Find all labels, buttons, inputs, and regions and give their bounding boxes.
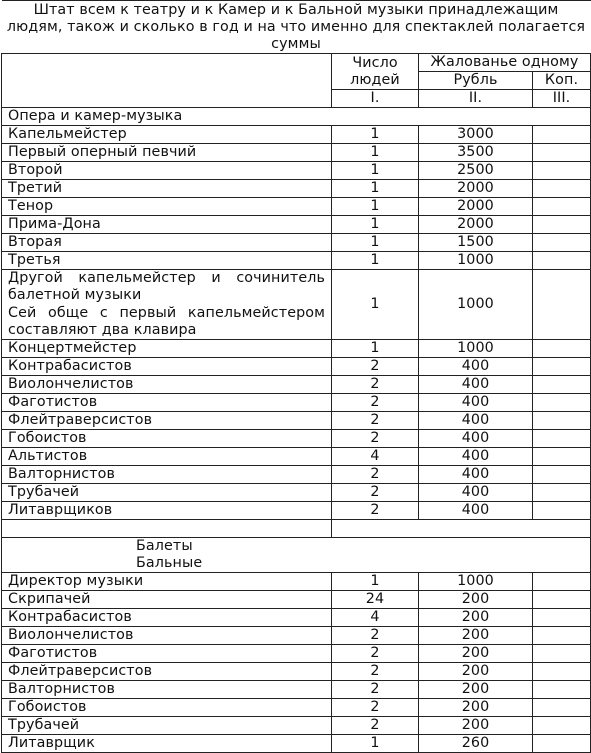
table-row bbox=[2, 412, 591, 430]
salary-rub: 2000 bbox=[419, 180, 533, 198]
table-row bbox=[2, 180, 591, 198]
spacer-cell-right bbox=[332, 520, 591, 538]
people-count: 1 bbox=[332, 270, 419, 340]
salary-kop bbox=[533, 735, 591, 753]
salary-kop bbox=[533, 573, 591, 591]
role-name: Директор музыки bbox=[2, 573, 332, 591]
role-name: Скрипачей bbox=[2, 591, 332, 609]
people-count: 1 bbox=[332, 126, 419, 144]
role-name: Трубачей bbox=[2, 717, 332, 735]
salary-kop bbox=[533, 591, 591, 609]
people-count: 1 bbox=[332, 216, 419, 234]
role-name: Прима-Дона bbox=[2, 216, 332, 234]
role-name: Флейтраверсистов bbox=[2, 412, 332, 430]
role-name: Первый оперный певчий bbox=[2, 144, 332, 162]
people-count: 1 bbox=[332, 252, 419, 270]
header-salary: Жалованье одному bbox=[419, 54, 591, 72]
salary-kop bbox=[533, 717, 591, 735]
role-name: Виолончелистов bbox=[2, 376, 332, 394]
salary-rub: 2000 bbox=[419, 198, 533, 216]
salary-kop bbox=[533, 180, 591, 198]
table-row bbox=[2, 376, 591, 394]
salary-rub: 1000 bbox=[419, 573, 533, 591]
table-row bbox=[2, 448, 591, 466]
salary-kop bbox=[533, 270, 591, 340]
role-name: Альтистов bbox=[2, 448, 332, 466]
table-row bbox=[2, 699, 591, 717]
people-count: 2 bbox=[332, 717, 419, 735]
salary-rub: 200 bbox=[419, 645, 533, 663]
table-row bbox=[2, 609, 591, 627]
salary-kop bbox=[533, 645, 591, 663]
role-name: Тенор bbox=[2, 198, 332, 216]
table-row bbox=[2, 234, 591, 252]
section-title-line-1: Балеты bbox=[136, 538, 193, 555]
role-name: Контрабасистов bbox=[2, 609, 332, 627]
people-count: 2 bbox=[332, 394, 419, 412]
header-col3: III. bbox=[533, 90, 591, 108]
title-row bbox=[2, 1, 591, 54]
table-row bbox=[2, 198, 591, 216]
salary-kop bbox=[533, 663, 591, 681]
salary-kop bbox=[533, 394, 591, 412]
table-row bbox=[2, 681, 591, 699]
people-count: 2 bbox=[332, 699, 419, 717]
table-row bbox=[2, 717, 591, 735]
header-rub: Рубль bbox=[419, 72, 533, 90]
salary-rub: 2500 bbox=[419, 162, 533, 180]
role-name: Капельмейстер bbox=[2, 126, 332, 144]
salary-rub: 200 bbox=[419, 717, 533, 735]
people-count: 2 bbox=[332, 484, 419, 502]
salary-rub: 400 bbox=[419, 448, 533, 466]
header-col1: I. bbox=[332, 90, 419, 108]
table-row bbox=[2, 591, 591, 609]
section-title-line-2: Бальные bbox=[136, 555, 203, 572]
section-title-row-ballets bbox=[2, 538, 591, 573]
salary-kop bbox=[533, 252, 591, 270]
table-row bbox=[2, 430, 591, 448]
salary-kop bbox=[533, 340, 591, 358]
people-count: 2 bbox=[332, 430, 419, 448]
header-col2: II. bbox=[419, 90, 533, 108]
salary-rub: 200 bbox=[419, 591, 533, 609]
role-name: Концертмейстер bbox=[2, 340, 332, 358]
header-kop: Коп. bbox=[533, 72, 591, 90]
salary-rub: 1000 bbox=[419, 252, 533, 270]
salary-rub: 1000 bbox=[419, 270, 533, 340]
people-count: 1 bbox=[332, 144, 419, 162]
salary-kop bbox=[533, 376, 591, 394]
people-count: 1 bbox=[332, 735, 419, 753]
salary-rub: 400 bbox=[419, 412, 533, 430]
salary-rub: 3500 bbox=[419, 144, 533, 162]
header-name-cell bbox=[2, 54, 332, 108]
table-row bbox=[2, 484, 591, 502]
people-count: 4 bbox=[332, 448, 419, 466]
salary-kop bbox=[533, 144, 591, 162]
role-name: Валторнистов bbox=[2, 466, 332, 484]
header-count bbox=[332, 54, 419, 90]
table-row bbox=[2, 466, 591, 484]
table-row bbox=[2, 340, 591, 358]
salary-rub: 200 bbox=[419, 681, 533, 699]
people-count: 2 bbox=[332, 376, 419, 394]
table-row bbox=[2, 216, 591, 234]
table-row bbox=[2, 663, 591, 681]
table-row bbox=[2, 735, 591, 753]
section-title-row bbox=[2, 108, 591, 126]
salary-kop bbox=[533, 198, 591, 216]
salary-rub: 1500 bbox=[419, 234, 533, 252]
table-row bbox=[2, 144, 591, 162]
salary-rub: 400 bbox=[419, 502, 533, 520]
salary-kop bbox=[533, 234, 591, 252]
section-title-opera: Опера и камер-музыка bbox=[2, 108, 591, 126]
people-count: 2 bbox=[332, 645, 419, 663]
role-name: Виолончелистов bbox=[2, 627, 332, 645]
salary-kop bbox=[533, 466, 591, 484]
table-row bbox=[2, 126, 591, 144]
table-row bbox=[2, 627, 591, 645]
table-row bbox=[2, 162, 591, 180]
salary-kop bbox=[533, 430, 591, 448]
table-row bbox=[2, 573, 591, 591]
salary-kop bbox=[533, 699, 591, 717]
salary-rub: 400 bbox=[419, 430, 533, 448]
people-count: 1 bbox=[332, 573, 419, 591]
people-count: 1 bbox=[332, 198, 419, 216]
people-count: 4 bbox=[332, 609, 419, 627]
salary-kop bbox=[533, 681, 591, 699]
people-count: 1 bbox=[332, 234, 419, 252]
salary-kop bbox=[533, 448, 591, 466]
salary-rub: 200 bbox=[419, 663, 533, 681]
role-name: Контрабасистов bbox=[2, 358, 332, 376]
salary-rub: 400 bbox=[419, 466, 533, 484]
role-name: Гобоистов bbox=[2, 699, 332, 717]
salary-rub: 400 bbox=[419, 484, 533, 502]
table-row bbox=[2, 252, 591, 270]
role-name: Литаврщик bbox=[2, 735, 332, 753]
people-count: 1 bbox=[332, 180, 419, 198]
people-count: 2 bbox=[332, 412, 419, 430]
role-name: Вторая bbox=[2, 234, 332, 252]
salary-rub: 200 bbox=[419, 699, 533, 717]
people-count: 1 bbox=[332, 162, 419, 180]
salary-rub: 400 bbox=[419, 376, 533, 394]
people-count: 2 bbox=[332, 358, 419, 376]
people-count: 2 bbox=[332, 502, 419, 520]
table-row bbox=[2, 502, 591, 520]
role-name: Гобоистов bbox=[2, 430, 332, 448]
people-count: 2 bbox=[332, 663, 419, 681]
salary-rub: 260 bbox=[419, 735, 533, 753]
salary-kop bbox=[533, 358, 591, 376]
spacer-row bbox=[2, 520, 591, 538]
role-name: Третья bbox=[2, 252, 332, 270]
salary-rub: 1000 bbox=[419, 340, 533, 358]
table-title: Штат всем к театру и к Камер и к Бальной музыки принадлежащим людям, також и сколько в год и на что именно для спектаклей полагается суммы bbox=[2, 1, 591, 54]
table-row bbox=[2, 394, 591, 412]
role-name: Третий bbox=[2, 180, 332, 198]
role-name: Литаврщиков bbox=[2, 502, 332, 520]
salary-kop bbox=[533, 162, 591, 180]
header-row-1 bbox=[2, 54, 591, 72]
multiline-text-1: Другой капельмейстер и сочинитель балетной музыки bbox=[8, 270, 325, 304]
role-name: Второй bbox=[2, 162, 332, 180]
table-row bbox=[2, 645, 591, 663]
salary-rub: 400 bbox=[419, 394, 533, 412]
staff-table bbox=[1, 0, 591, 753]
salary-rub: 200 bbox=[419, 627, 533, 645]
salary-rub: 3000 bbox=[419, 126, 533, 144]
role-name-multiline bbox=[2, 270, 332, 340]
people-count: 1 bbox=[332, 340, 419, 358]
people-count: 2 bbox=[332, 466, 419, 484]
salary-kop bbox=[533, 609, 591, 627]
table-row bbox=[2, 358, 591, 376]
spacer-cell-left bbox=[2, 520, 332, 538]
role-name: Фаготистов bbox=[2, 645, 332, 663]
people-count: 2 bbox=[332, 681, 419, 699]
salary-rub: 200 bbox=[419, 609, 533, 627]
salary-kop bbox=[533, 484, 591, 502]
salary-kop bbox=[533, 216, 591, 234]
role-name: Трубачей bbox=[2, 484, 332, 502]
role-name: Флейтраверсистов bbox=[2, 663, 332, 681]
people-count: 24 bbox=[332, 591, 419, 609]
role-name: Фаготистов bbox=[2, 394, 332, 412]
salary-rub: 2000 bbox=[419, 216, 533, 234]
table-row-multiline bbox=[2, 270, 591, 340]
salary-rub: 400 bbox=[419, 358, 533, 376]
salary-kop bbox=[533, 502, 591, 520]
section-title-ballets bbox=[2, 538, 591, 573]
header-count-label: Число людей bbox=[350, 54, 400, 88]
role-name: Валторнистов bbox=[2, 681, 332, 699]
multiline-text-2: Сей обще с первый капельмейстером составляют два клавира bbox=[8, 304, 325, 338]
people-count: 2 bbox=[332, 627, 419, 645]
salary-kop bbox=[533, 627, 591, 645]
salary-kop bbox=[533, 126, 591, 144]
salary-kop bbox=[533, 412, 591, 430]
